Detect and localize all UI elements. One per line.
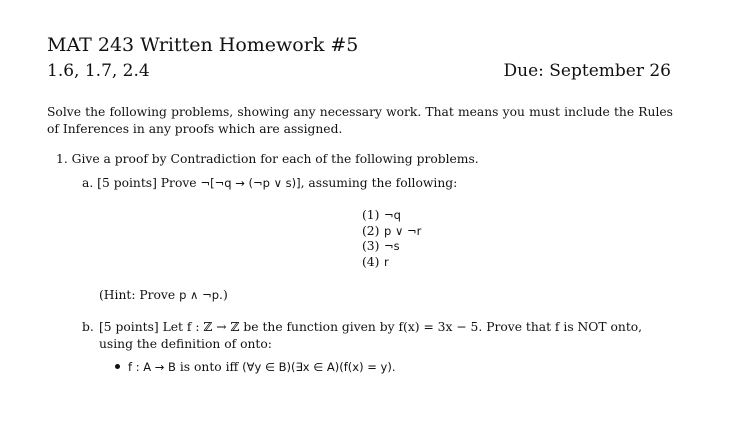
problem-1a-statement: ¬[¬q → (¬p ∨ s)]: [200, 176, 301, 190]
problem-1a-label: a.: [82, 176, 94, 190]
problem-1-number: 1.: [56, 152, 68, 166]
problem-1a: [82, 176, 457, 190]
premise-expression: ¬s: [384, 239, 400, 253]
premise-list: [362, 208, 421, 270]
problem-1b: [82, 319, 672, 353]
premise-expression: p ∨ ¬r: [384, 223, 422, 238]
hint-expression: p ∧ ¬p: [179, 288, 220, 302]
premise-expression: r: [384, 254, 389, 269]
problem-1b-label: b.: [82, 320, 94, 334]
problem-1b-text: [5 points] Let f : ℤ → ℤ be the function given by f(x) = 3x − 5. Prove that f is NOT onto, using the definition of onto:: [99, 320, 643, 351]
problem-1-text: Give a proof by Contradiction for each of the following problems.: [71, 152, 479, 166]
premise-expression: ¬q: [384, 208, 401, 222]
onto-definition-bullet: [115, 360, 395, 374]
instructions-paragraph: Solve the following problems, showing any necessary work. That means you must include the Rules of Inferences in any proofs which are assigned.: [47, 105, 673, 136]
bullet-function-expression: f : A → B: [128, 360, 176, 374]
problem-1a-text-before: [5 points] Prove: [97, 176, 201, 190]
premise-number: (4): [362, 254, 380, 269]
hint-text-before: (Hint: Prove: [99, 288, 180, 302]
hint-text-after: .): [219, 288, 228, 302]
problem-1a-hint: [99, 288, 228, 302]
premise-number: (1): [362, 208, 380, 222]
bullet-dot-icon: [115, 364, 120, 369]
premise-item: [362, 255, 421, 271]
sections-covered: 1.6, 1.7, 2.4: [47, 61, 150, 81]
problem-1-heading: [56, 152, 479, 166]
problem-1a-text-after: , assuming the following:: [300, 176, 458, 190]
premise-item: [362, 224, 421, 240]
page-title: MAT 243 Written Homework #5: [47, 34, 359, 56]
premise-number: (2): [362, 223, 380, 238]
due-date: Due: September 26: [503, 61, 671, 81]
premise-item: [362, 239, 421, 255]
premise-item: [362, 208, 421, 224]
bullet-text: is onto iff: [175, 360, 243, 374]
premise-number: (3): [362, 239, 380, 253]
bullet-definition-expression: (∀y ∈ B)(∃x ∈ A)(f(x) = y).: [242, 360, 396, 374]
